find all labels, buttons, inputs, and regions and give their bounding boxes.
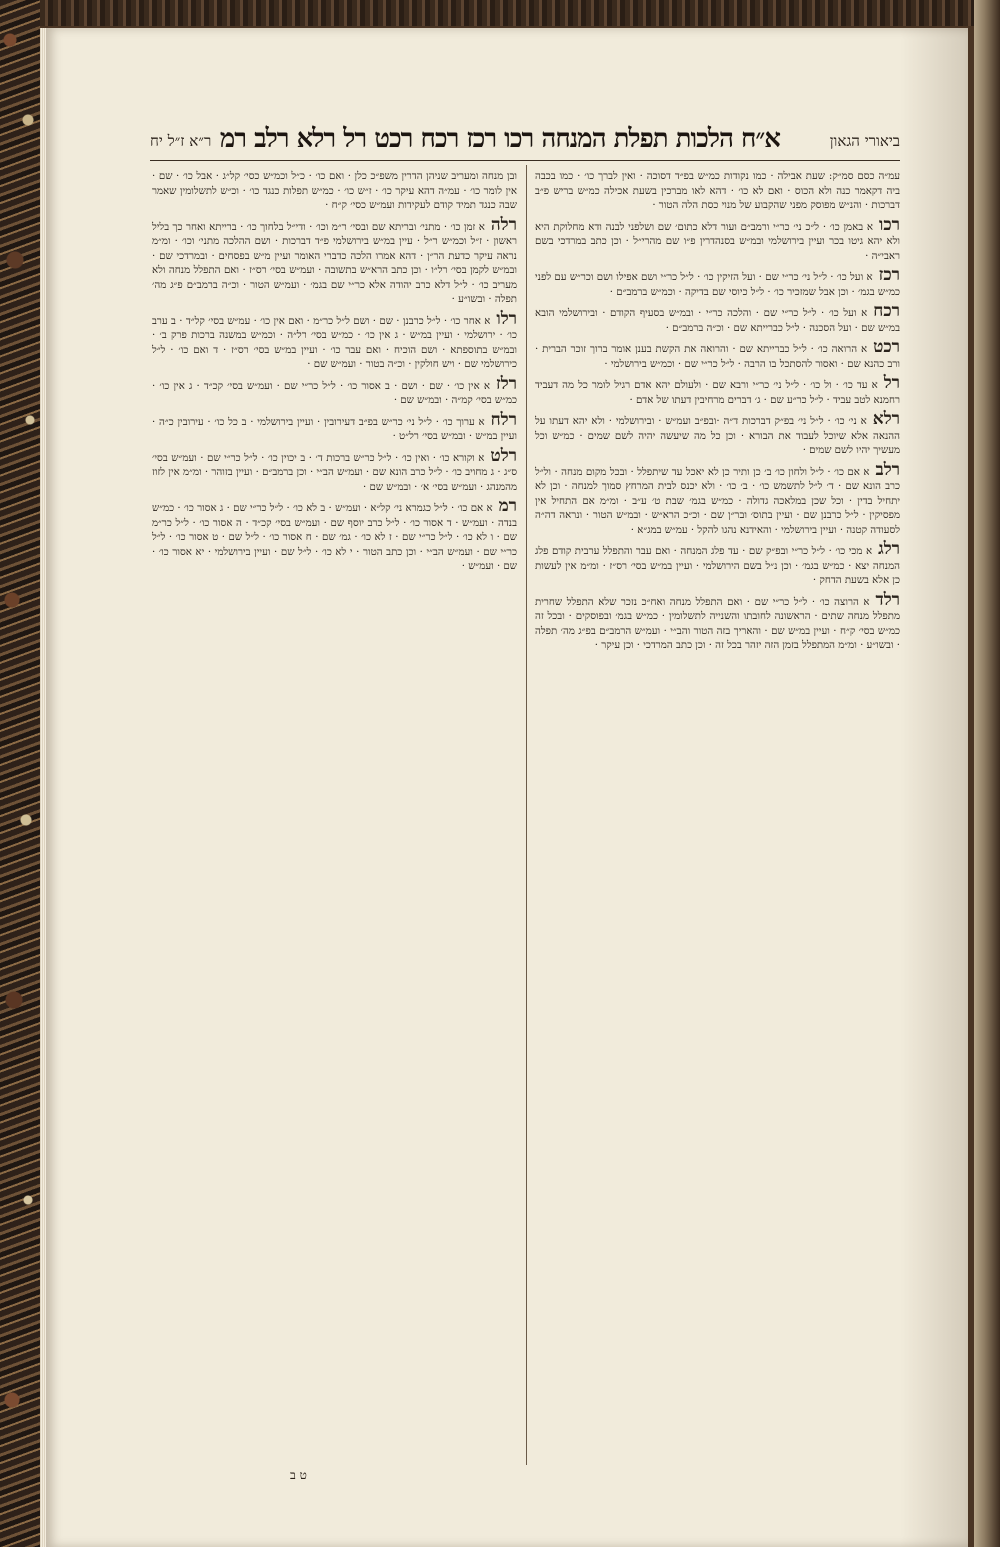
section-label: רלא: [872, 409, 900, 429]
section-label: רכז: [878, 265, 900, 285]
section-entry: [535, 301, 900, 336]
header-title: א״ח הלכות תפלת המנחה רכו רכז רכח רכט רל רלא רלב רמ: [219, 124, 780, 154]
page-header: [150, 124, 900, 154]
section-entry: [152, 496, 517, 575]
section-text: א עד כו׳ · ול כו׳ · ל״ל ני׳ כר״י ורבא שם · ולעולם יהא אדם רגיל לומר כל מה דעביד רחמנא לטב עביד · ל״ל כר״ע שם · ג׳ דברים מרחיבין דעתו של אדם ·: [535, 380, 900, 406]
section-label: רמ: [498, 496, 517, 516]
spine-shadow: [900, 28, 968, 1547]
header-page-number: ר״א ז״ל יח: [150, 132, 212, 150]
section-text: א אם כו׳ · ל״ל ולחון כו׳ ב׳ כן ותיר כן לא יאכל עד שיתפלל · ובכל מקום מנחה · ול״ל כרב הונא שם · ד׳ ל״ל לתשמש כו׳ · ב׳ כו׳ · ולא יכנס לבית המרחץ סמוך למנחה · וכן לא יתחיל בדין · וכל שכן במלאכה גדולה · כמ״ש בגמ׳ שבת ט׳ ע״ב · ומ״מ אם התחיל אין מפסיקין · ל״ל כרבנן שם · ועיין בתוס׳ ובר״ן שם · וכ״כ הרא״ש · ובמ״ש הטור · ונראה דה״ה לסעודה קטנה · ועיין בירושלמי · והאידנא נהגו להקל · עמ״ש במג״א ·: [535, 466, 900, 536]
section-label: רלב: [875, 459, 900, 480]
header-author: ביאורי הגאון: [829, 132, 900, 150]
section-label: רלד: [875, 589, 900, 610]
section-label: רכט: [873, 337, 900, 357]
section-text: א ערוך כו׳ · ל״ל ני׳ כר״ש בפ״ב דעירובין · ועיין בירושלמי · ב כל כו׳ · עירובין כ״ה · ועיין במ״ש · ובמ״ש בסי׳ רל״ט ·: [152, 416, 517, 442]
left-column-intro: ובן מנחה ומעריב שניהן הדרין משפ״כ כלן · ואם כו׳ · כ״ל וכמ״ש כסי׳ קל״ג · אבל כו׳ · שם · אין לומר כו׳ · עמ״ה דהא עיקר כו׳ · ז״ש כו׳ · כמ״ש תפלות כנגד כו׳ · וכ״ש לתשלומין שאמר שבה כנגד תמיד קודם לעקידות ועמ״ש כסי׳ ק״ח ·: [152, 171, 517, 211]
section-entry: [535, 539, 900, 589]
section-entry: [152, 308, 517, 373]
section-label: רלט: [490, 445, 517, 466]
left-column: [152, 170, 517, 1460]
section-text: א אין כו׳ · שם · ושם · ב אסור כו׳ · ל״ל כר״י שם · ועמ״ש בסי׳ קכ״ד · ג אין כו׳ · כמ״ש בסי׳ קמ״ה · ובמ״ש שם ·: [152, 380, 517, 406]
right-column: [535, 170, 900, 1460]
section-text: א ועל כו׳ · ל״ל ני׳ כר״י שם · ועל הזיקין כו׳ · ל״ל כר״י ושם אפילו ושם וכר״ש עם לפני כמ״ש בגמ׳ · וכן אבל שמזכיר כו׳ · ל״ל כיוסי שם בדיקה · וכמ״ש ברמב״ם ·: [535, 272, 900, 298]
section-text: א אם כו׳ · ל״ל כגמרא ני׳ קל״א · ועמ״ש · ב לא כו׳ · ל״ל כר״י שם · ג אסור כו׳ · כמ״ש בנדה · ועמ״ש · ד אסור כו׳ · ל״ל כרב יוסף שם · ועמ״ש בסי׳ קכ״ד · ה אסור כו׳ · ל״ל כר״מ שם · ו לא כו׳ · ל״ל כר״י שם · ז לא כו׳ · גמ׳ שם · ח אסור כו׳ · ל״ל שם · ט אסור כו׳ · ל״ל כר״י שם · ועמ״ש הב״י · וכן כתב הטור · י לא כו׳ · ל״ל שם · ועיין בירושלמי · יא אסור כו׳ · שם · ועמ״ש ·: [152, 503, 517, 572]
section-text: א ני׳ כו׳ · ל״ל ני׳ בפ״ק דברכות ד״ה ·ובפ״ב ועמ״ש · ובירושלמי · ולא יהא דעתו על ההנאה אלא שיוכל לעבוד את הבורא · וכן כל מה שיעשה יהיה לשם שמים · כמ״ש וכל מעשיך יהיו לשם שמים ·: [535, 416, 900, 456]
section-label: רלה: [490, 214, 517, 235]
section-entry: [535, 337, 900, 372]
section-entry: [152, 214, 517, 308]
section-entry: [535, 214, 900, 265]
section-text: א באמן כו׳ · ל״כ ני׳ כר״י ורמב״ם ועור דלא כתום׳ שם ושלפני לבנה ודא מחלוקת היא ולא יהא גיטו בכר ועיין בירושלמי ובמ״ש בסנהדרין פ״ו שם מהרי״ל · וכן כתב במרדכי בשם ראבי״ה ·: [535, 221, 900, 262]
book-cover-marbled: [0, 0, 40, 1547]
section-text: א מכי כו׳ · ל״ל כר״י ובפ״ק שם · עד פלג המנחה · ואם עבר והתפלל ערבית קודם פלג המנחה יצא · כמ״ש בגמ׳ · וכן נ״ל בשם הירושלמי · ועיין במ״ש בסי׳ רס״ז · ומ״מ אין לעשות כן אלא בשעת הדחק ·: [535, 546, 900, 586]
section-text: א וקורא כו׳ · ואין כו׳ · ל״ל כר״ש ברכות ד׳ · ב יכוין כו׳ · ל״ל כר״י שם · ועמ״ש בסי׳ ס״ג · ג מחויב כו׳ · ל״ל כרב הונא שם · ועמ״ש הב״י · וכן ברמב״ם · ועיין בזוהר · ומ״מ אין לזוז מהמנהג · ועמ״ש בסי׳ א׳ · ובמ״ש שם ·: [152, 452, 517, 493]
section-entry: [535, 589, 900, 654]
section-entry: [152, 373, 517, 409]
section-entry: [535, 459, 900, 539]
section-text: א ועל כו׳ · ל״ל כר״י שם · והלכה כר״י · ובמ״ש בסעיף הקודם · ובירושלמי הובא במ״ש שם · ועל הסכנה · ל״ל כברייתא שם · וכ״ה ברמב״ם ·: [535, 308, 900, 334]
section-label: רכו: [878, 214, 900, 235]
section-entry: [152, 409, 517, 445]
section-label: רלח: [490, 409, 517, 430]
section-label: רלז: [495, 373, 517, 394]
section-label: רלו: [496, 308, 517, 329]
header-rule: [150, 160, 900, 161]
column-divider: [526, 165, 527, 1465]
section-text: א זמן כו׳ · מתני׳ ובריתא שם ובסי׳ ר״מ וכו׳ · ודי״ל בלחוך כו׳ · ברייתא ואחר כך בליל ראשון · ז״ל וכמ״ש ר״ל · עיין במ״ש בירושלמי פ״ד דברכות · ושם ההלכה מתני׳ וכו׳ · ומ״מ נראה עיקר כדעת הר״ן · דהא אמרו הלכה כדברי האומר ועיין מ״ש בפסחים · ובמרדכי שם · ובמ״ש לקמן בסי׳ רל״ו · וכן כתב הרא״ש בתשובה · ועמ״ש בסי׳ רס״ז · ואם התפלל מנחה ולא מעריב כו׳ · ל״ל דלא כרב יהודה אלא כר״י שם בגמ׳ · ועמ״ש הטור · וכ״ה ברמב״ם פ״ג מה׳ תפלה · ובשו״ע ·: [152, 221, 517, 305]
footer-signature: ט ב: [290, 1468, 307, 1482]
section-entry: [535, 409, 900, 459]
section-entry: [535, 265, 900, 300]
section-entry: [535, 373, 900, 408]
section-label: רכח: [873, 301, 900, 321]
book-board-top: [40, 0, 1000, 26]
section-entry: [152, 445, 517, 496]
section-text: א הרוצה כו׳ · ל״ל כר״י שם · ואם התפלל מנחה ואח״כ נזכר שלא התפלל שחרית מתפלל מנחה שתים · הראשונה לחובתו והשנייה לתשלומין · כמ״ש בגמ׳ ובפוסקים · ובכל זה כמ״ש בסי׳ ק״ח · ועיין במ״ש שם · והאריך בזה הטור והב״י · ועמ״ש הרמב״ם בפ״ג מה׳ תפלה · ובשו״ע · ומ״מ המתפלל בזמן הזה יזהר בכל זה · וכן כתב המרדכי · וכן עיקר ·: [535, 596, 900, 651]
book-board-right: [974, 0, 1000, 1547]
section-label: רל: [883, 373, 900, 393]
section-label: רלג: [878, 539, 900, 559]
section-text: א הרואה כו׳ · ל״ל כברייתא שם · והרואה את הקשת בענן אומר ברוך זוכר הברית · ורב כהנא שם · ואסור להסתכל בו הרבה · ל״ל כר״י שם · וכמ״ש בירושלמי ·: [535, 344, 900, 370]
section-text: א אחר כו׳ · ל״ל כרבנן · שם · ושם ל״ל כר״מ · ואם אין כו׳ · עמ״ש בסי׳ קל״ד · ב ערב כו׳ · ירושלמי · ועיין במ״ש · ג אין כו׳ · כמ״ש בסי׳ רל״ה · וכמ״ש במשנה ברכות פרק ב׳ · ובמ״ש בתוספתא · ושם הוכיח · ואם עבר כו׳ · ועיין במ״ש בסי׳ רס״ז · ד ואם כו׳ · ל״ל כירושלמי שם · ויש חולקין · וכ״ה בטור · ועמ״ש שם ·: [152, 315, 517, 370]
right-column-intro: עמ״ה כסם סמ״ק: שעת אבילה · כמו נקודות כמ״ש בפ״ד דסוכה · ואין לברך כו׳ · כמו בכבה ביה דקאמר כנה ולא הכוס · ואם לא כו׳ · דהא לאו מברכין בשעת אכילה כמ״ש בריש פ״ב דברכות · והנ״ש מפוסק מפני שהקבוע של מנוי כסת הלה הטור ·: [535, 171, 900, 211]
